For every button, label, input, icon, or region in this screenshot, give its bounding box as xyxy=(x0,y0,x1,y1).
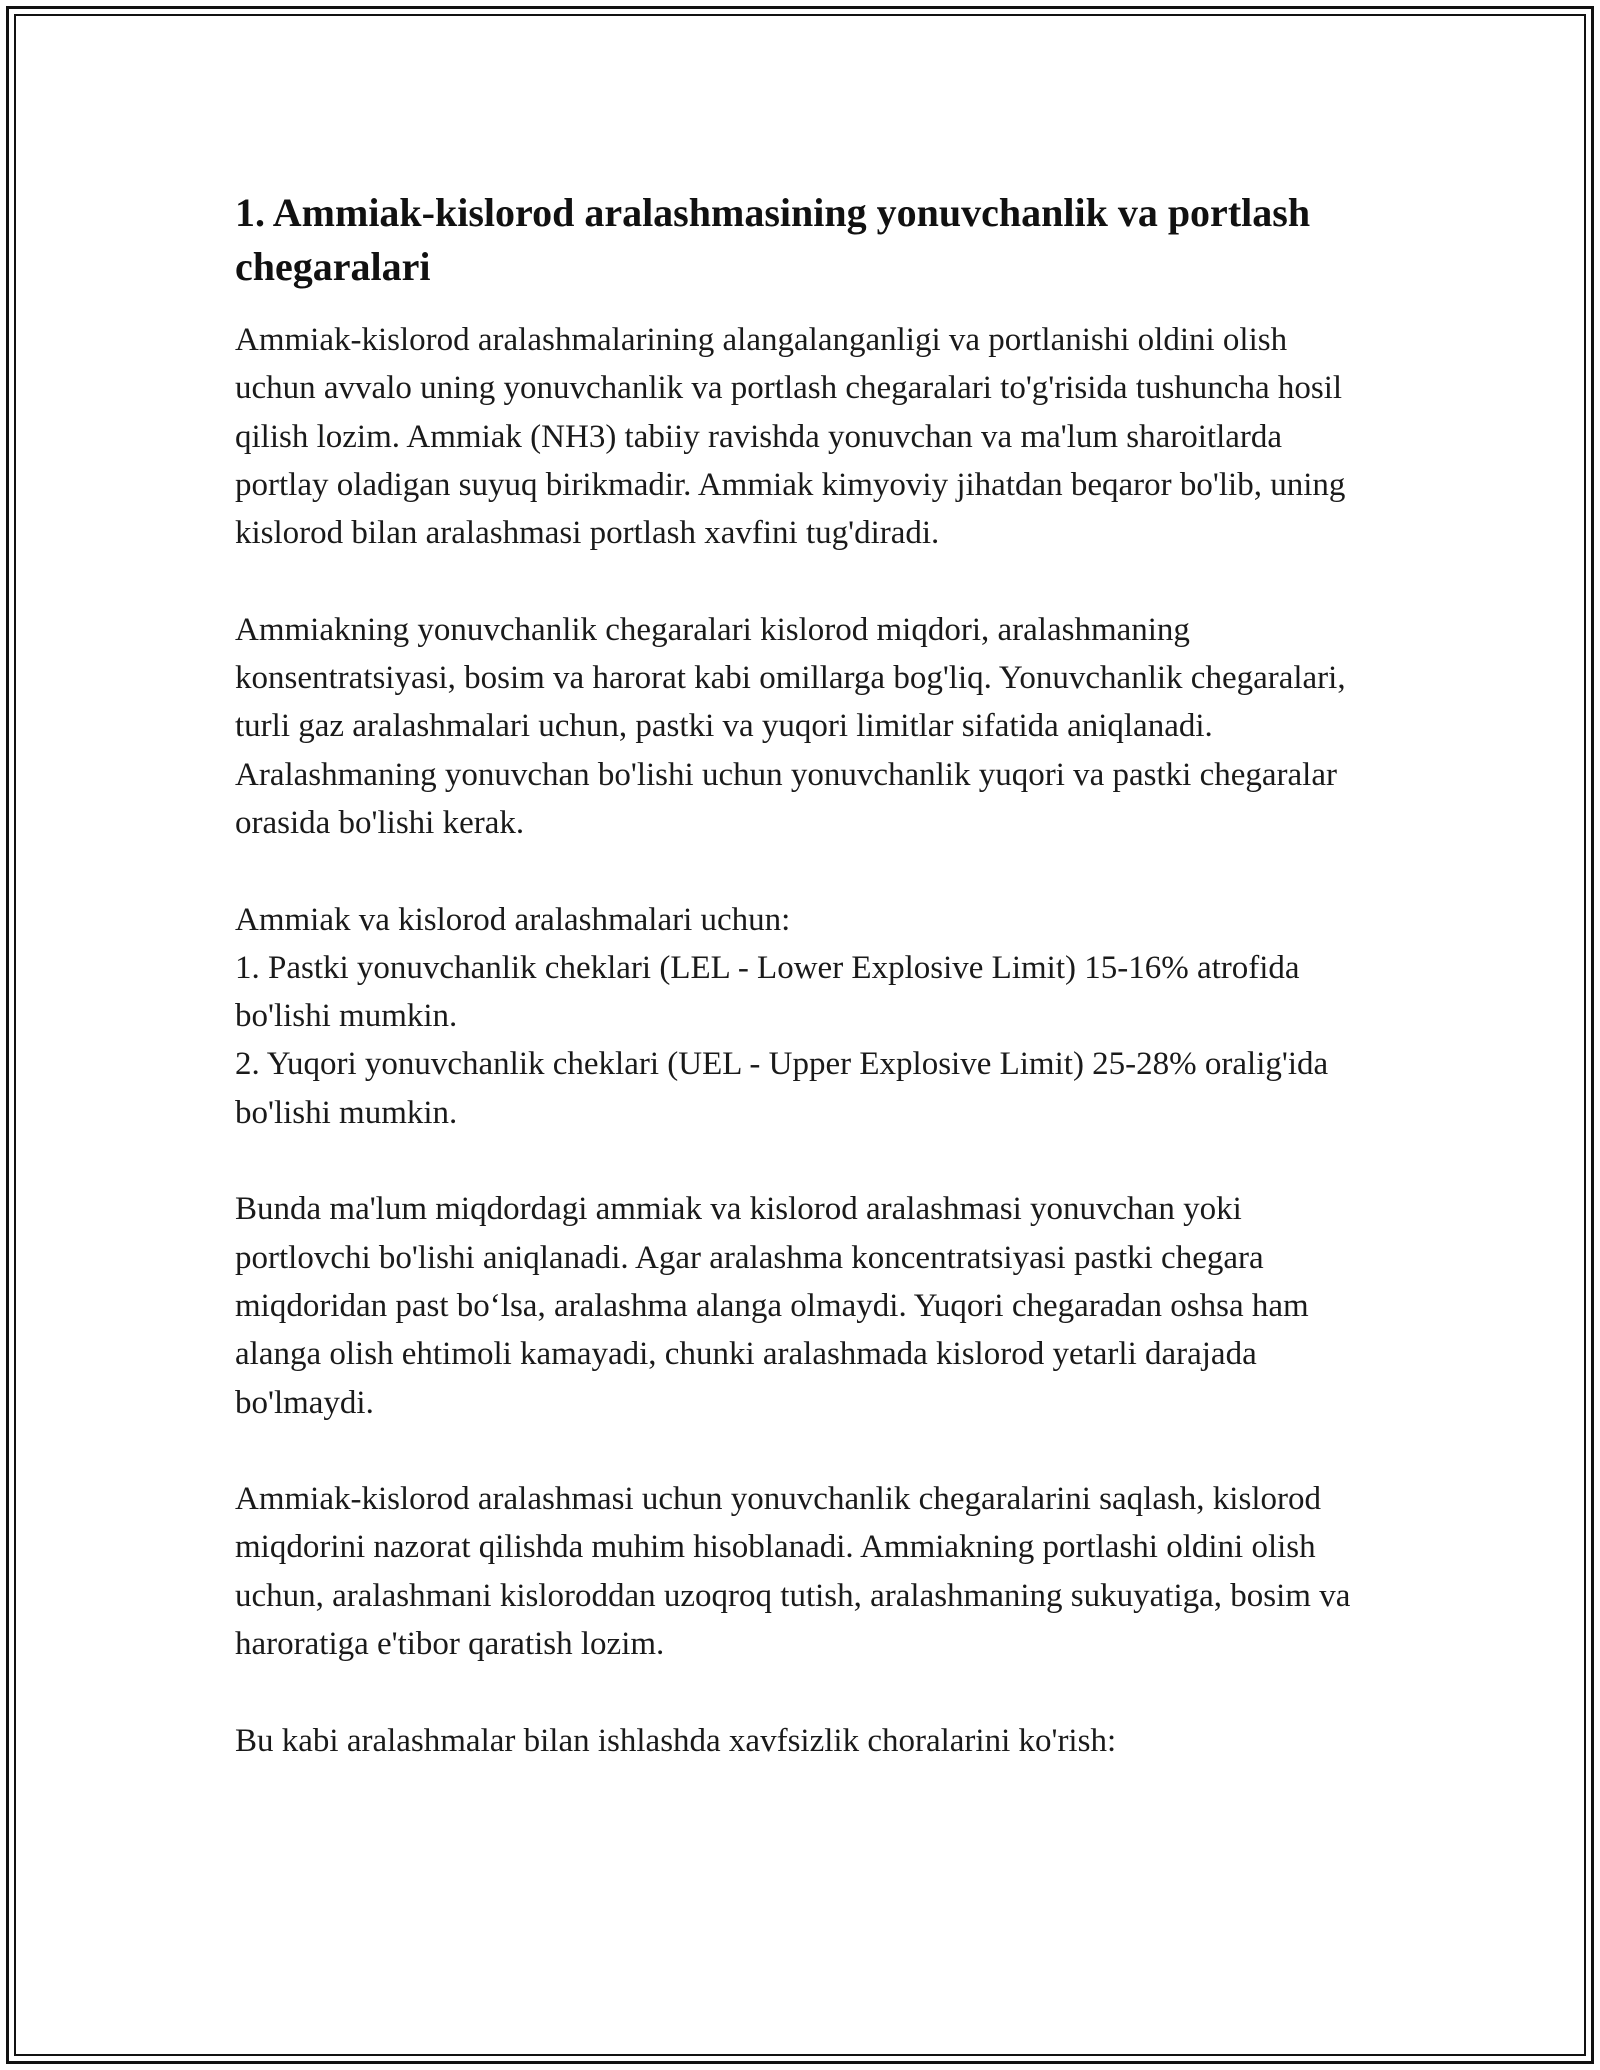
paragraph-intro: Ammiak-kislorod aralashmalarining alangalanganligi va portlanishi oldini olish uchun avvalo uning yonuvchanlik va portlash chegaralari to'g'risida tushuncha hosil qilish lozim. Ammiak (NH3) tabiiy ravishda yonuvchan va ma'lum sharoitlarda portlay oladigan suyuq birikmadir. Ammiak kimyoviy jihatdan beqaror bo'lib, uning kislorod bilan aralashmasi portlash xavfini tug'diradi. xyxy=(235,322,1346,552)
paragraph-safety-measures: Bu kabi aralashmalar bilan ishlashda xavfsizlik choralarini ko'rish: xyxy=(235,1722,1117,1759)
limits-item-uel: 2. Yuqori yonuvchanlik cheklari (UEL - Upper Explosive Limit) 25-28% oralig'ida bo'lishi mumkin. xyxy=(235,1046,1329,1131)
paragraph-flammability-factors: Ammiakning yonuvchanlik chegaralari kislorod miqdori, aralashmaning konsentratsiyasi, bosim va harorat kabi omillarga bog'liq. Yonuvchanlik chegaralari, turli gaz aralashmalari uchun, pastki va yuqori limitlar sifatida aniqlanadi. Aralashmaning yonuvchan bo'lishi uchun yonuvchanlik yuqori va pastki chegaralar orasida bo'lishi kerak. xyxy=(235,611,1346,841)
paragraph-control: Ammiak-kislorod aralashmasi uchun yonuvchanlik chegaralarini saqlash, kislorod miqdorini nazorat qilishda muhim hisoblanadi. Ammiakning portlashi oldini olish uchun, aralashmani kisloroddan uzoqroq tutish, aralashmaning sukuyatiga, bosim va haroratiga e'tibor qaratish lozim. xyxy=(235,1481,1351,1663)
section-heading: 1. Ammiak-kislorod aralashmasining yonuvchanlik va portlash chegaralari xyxy=(235,190,1311,289)
document-body xyxy=(235,186,1375,1813)
limits-item-lel: 1. Pastki yonuvchanlik cheklari (LEL - Lower Explosive Limit) 15-16% atrofida bo'lishi mumkin. xyxy=(235,949,1300,1035)
paragraph-concentration: Bunda ma'lum miqdordagi ammiak va kislorod aralashmasi yonuvchan yoki portlovchi bo'lishi aniqlanadi. Agar aralashma koncentratsiyasi pastki chegara miqdoridan past bo‘lsa, aralashma alanga olmaydi. Yuqori chegaradan oshsa ham alanga olish ehtimoli kamayadi, chunki aralashmada kislorod yetarli darajada bo'lmaydi. xyxy=(235,1191,1309,1421)
limits-block xyxy=(235,896,1375,1137)
limits-intro: Ammiak va kislorod aralashmalari uchun: xyxy=(235,901,791,938)
